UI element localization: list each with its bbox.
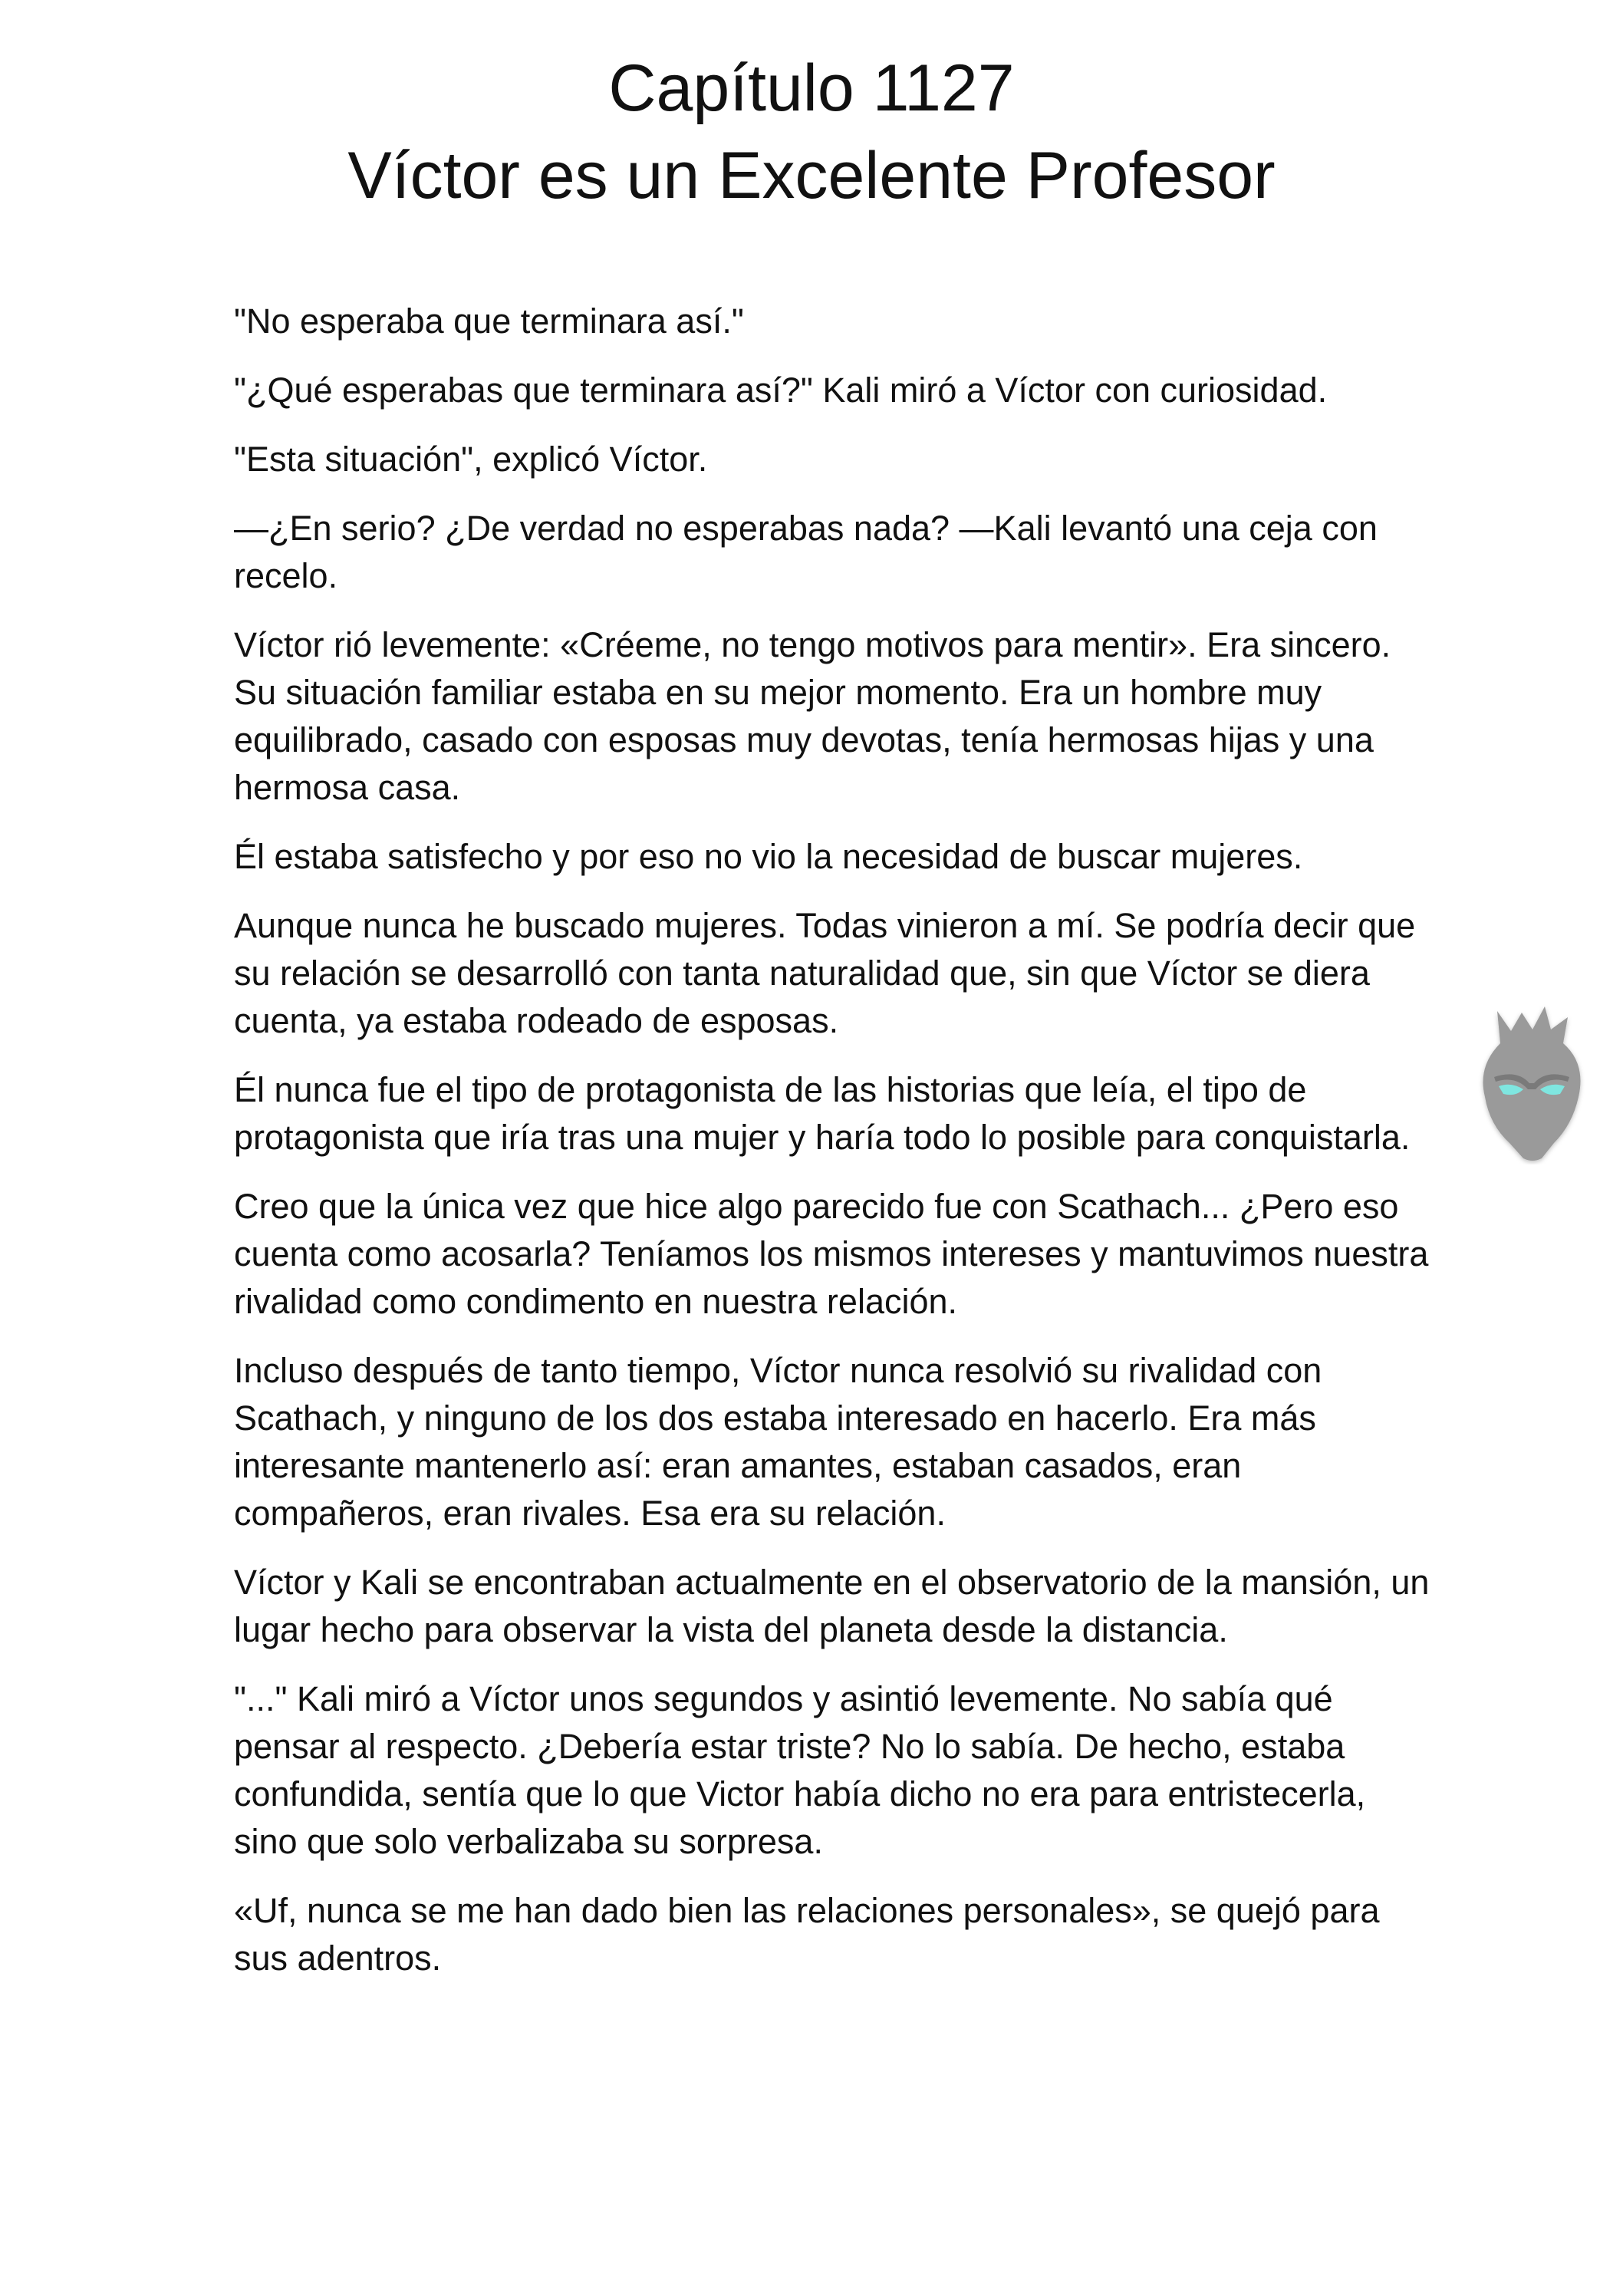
chapter-header (0, 44, 1623, 219)
paragraph: Él estaba satisfecho y por eso no vio la necesidad de buscar mujeres. (234, 837, 1303, 876)
paragraph: "Esta situación", explicó Víctor. (234, 440, 708, 479)
demon-head-icon (1471, 996, 1592, 1164)
paragraph: Creo que la única vez que hice algo parecido fue con Scathach... ¿Pero eso cuenta como acosarla? Teníamos los mismos intereses y mantuvimos nuestra rivalidad como condimento en nuestra relación. (234, 1187, 1429, 1321)
paragraph: Víctor rió levemente: «Créeme, no tengo motivos para mentir». Era sincero. Su situación familiar estaba en su mejor momento. Era un hombre muy equilibrado, casado con esposas muy devotas, tenía hermosas hijas y una hermosa casa. (234, 625, 1391, 807)
paragraph: —¿En serio? ¿De verdad no esperabas nada? —Kali levantó una ceja con recelo. (234, 509, 1378, 595)
chapter-body (234, 298, 1430, 2004)
paragraph: Él nunca fue el tipo de protagonista de las historias que leía, el tipo de protagonista que iría tras una mujer y haría todo lo posible para conquistarla. (234, 1070, 1411, 1157)
paragraph: "¿Qué esperabas que terminara así?" Kali miró a Víctor con curiosidad. (234, 371, 1328, 410)
chapter-title: Víctor es un Excelente Profesor (347, 139, 1276, 212)
paragraph: "..." Kali miró a Víctor unos segundos y asintió levemente. No sabía qué pensar al respecto. ¿Debería estar triste? No lo sabía. De hecho, estaba confundida, sentía que lo que Victor había dicho no era para entristecerla, sino que solo verbalizaba su sorpresa. (234, 1679, 1366, 1861)
paragraph: Aunque nunca he buscado mujeres. Todas vinieron a mí. Se podría decir que su relación se desarrolló con tanta naturalidad que, sin que Víctor se diera cuenta, ya estaba rodeado de esposas. (234, 906, 1416, 1040)
paragraph: Víctor y Kali se encontraban actualmente en el observatorio de la mansión, un lugar hecho para observar la vista del planeta desde la distancia. (234, 1563, 1430, 1649)
watermark-shape (1483, 1006, 1581, 1161)
chapter-number: Capítulo 1127 (608, 51, 1015, 125)
paragraph: Incluso después de tanto tiempo, Víctor nunca resolvió su rivalidad con Scathach, y ninguno de los dos estaba interesado en hacerlo. Era más interesante mantenerlo así: eran amantes, estaban casados, eran compañeros, eran rivales. Esa era su relación. (234, 1351, 1322, 1533)
paragraph: «Uf, nunca se me han dado bien las relaciones personales», se quejó para sus adentros. (234, 1891, 1380, 1978)
paragraph: "No esperaba que terminara así." (234, 301, 744, 341)
